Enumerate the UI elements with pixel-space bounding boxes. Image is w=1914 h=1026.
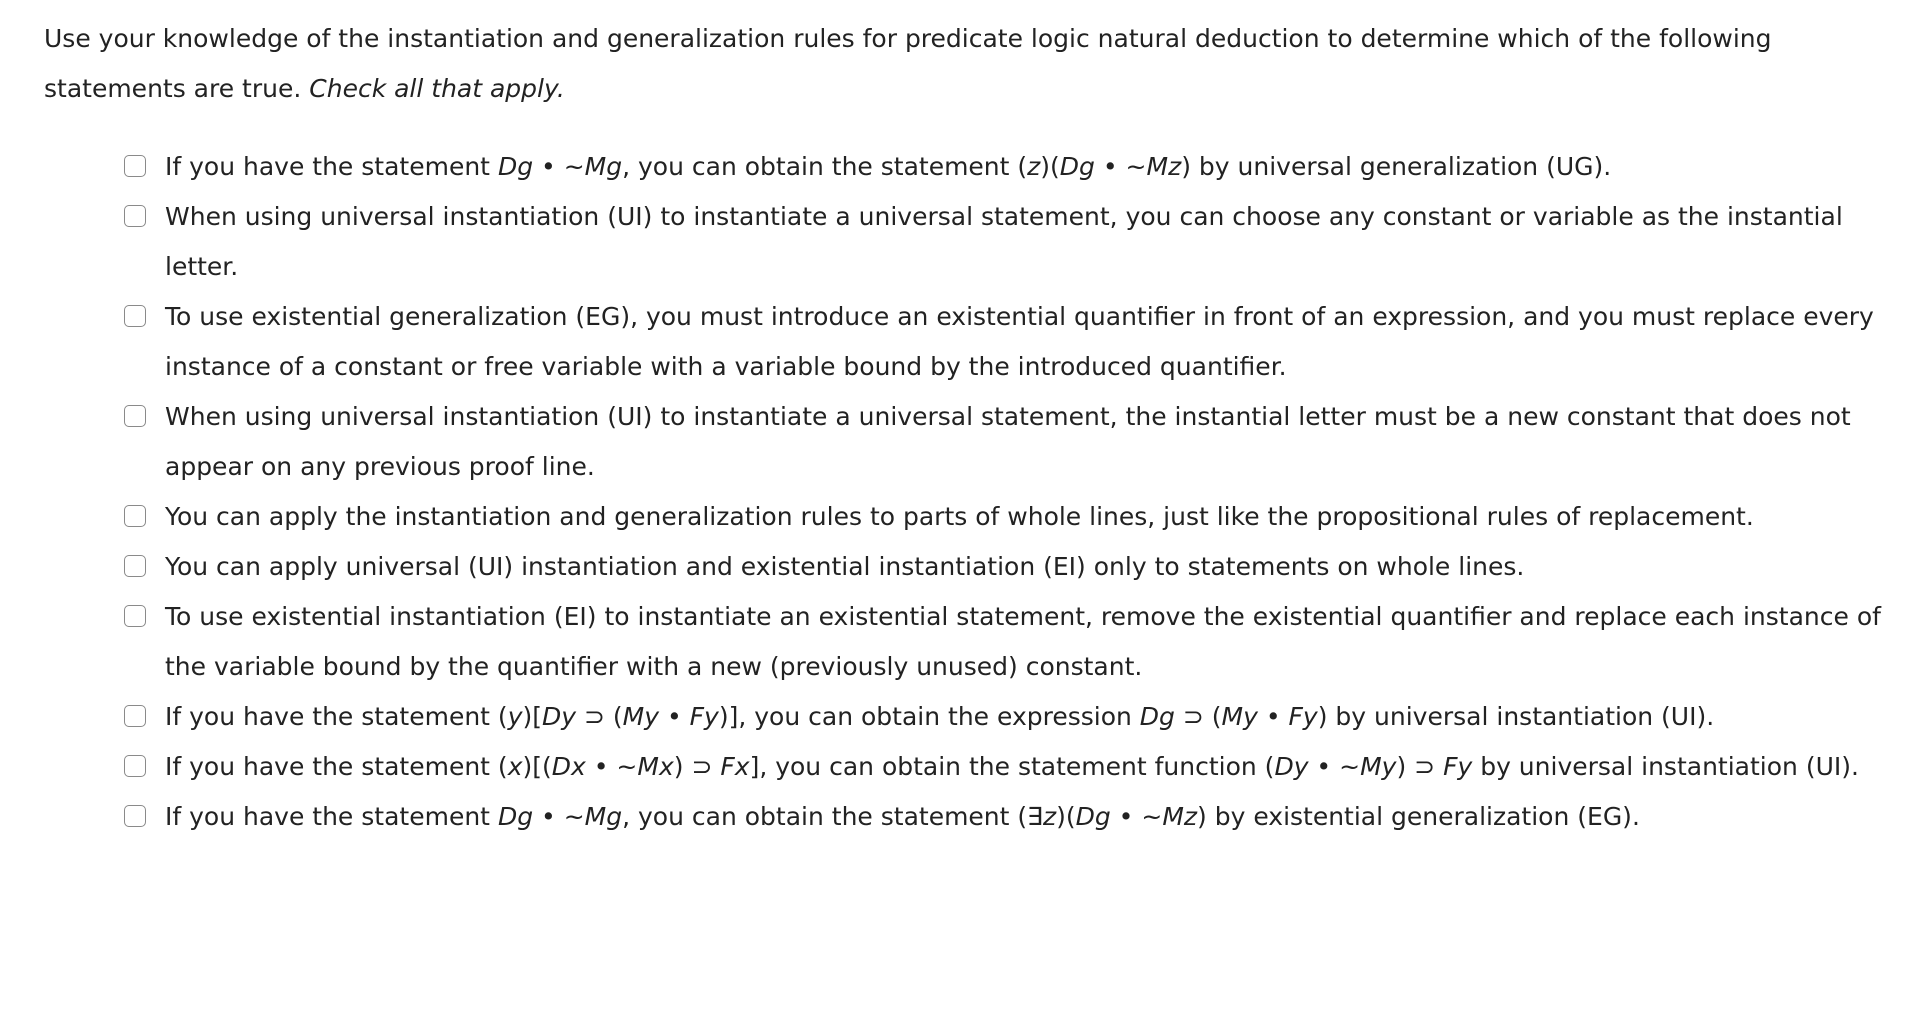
option-label bbox=[165, 692, 1894, 742]
option-label-segment: )], you can obtain the expression bbox=[718, 702, 1140, 731]
option-label-italic: z bbox=[1027, 152, 1041, 181]
option-label-segment: by universal instantiation (UI). bbox=[1472, 752, 1859, 781]
option-checkbox[interactable] bbox=[124, 555, 146, 577]
option-label-segment: • ~ bbox=[1110, 802, 1163, 831]
option-label bbox=[165, 492, 1894, 542]
option-label-segment: ⊃ ( bbox=[576, 702, 623, 731]
option-label-segment: • bbox=[1257, 702, 1289, 731]
option-label-segment: ) ⊃ bbox=[673, 752, 721, 781]
option-label-segment: ) by universal instantiation (UI). bbox=[1317, 702, 1715, 731]
option-label-italic: Dg bbox=[1059, 152, 1095, 181]
option-label-italic: Mz bbox=[1162, 802, 1198, 831]
option-label-segment: ) by existential generalization (EG). bbox=[1197, 802, 1640, 831]
option-item[interactable] bbox=[124, 392, 1894, 492]
option-label-italic: Dy bbox=[542, 702, 577, 731]
option-label bbox=[165, 392, 1894, 492]
option-label-italic: z bbox=[1042, 802, 1057, 831]
option-label-segment: If you have the statement ( bbox=[165, 702, 508, 731]
option-checkbox[interactable] bbox=[124, 155, 146, 177]
option-label-segment: If you have the statement ( bbox=[165, 752, 508, 781]
option-checkbox[interactable] bbox=[124, 405, 146, 427]
option-checkbox[interactable] bbox=[124, 605, 146, 627]
option-label-italic: My bbox=[622, 702, 660, 731]
option-label-italic: x bbox=[507, 752, 523, 781]
options-list bbox=[124, 142, 1894, 842]
option-label-segment: If you have the statement bbox=[165, 152, 498, 181]
option-checkbox[interactable] bbox=[124, 755, 146, 777]
option-label bbox=[165, 192, 1894, 292]
option-label-segment: To use existential generalization (EG), you must introduce an existential quantifier in front of an expression, and you must replace every instance of a constant or free variable with a variable bound by the introduced quantifier. bbox=[165, 302, 1874, 381]
option-label-italic: Dg bbox=[497, 802, 534, 831]
option-label bbox=[165, 542, 1894, 592]
option-label-italic: Dg bbox=[1075, 802, 1111, 831]
option-label-segment: When using universal instantiation (UI) to instantiate a universal statement, the instantial letter must be a new constant that does not appear on any previous proof line. bbox=[165, 402, 1851, 481]
option-label-segment: • bbox=[659, 702, 690, 731]
option-item[interactable] bbox=[124, 792, 1894, 842]
option-label-segment: ], you can obtain the statement function ( bbox=[749, 752, 1275, 781]
option-label-segment: )[ bbox=[522, 702, 542, 731]
option-label-italic: y bbox=[507, 702, 523, 731]
prompt-instruction: Check all that apply. bbox=[309, 74, 565, 103]
option-item[interactable] bbox=[124, 492, 1894, 542]
option-label-italic: Mg bbox=[584, 802, 623, 831]
option-label bbox=[165, 792, 1894, 842]
option-label-italic: Mg bbox=[584, 152, 623, 181]
option-label-italic: My bbox=[1360, 752, 1397, 781]
option-item[interactable] bbox=[124, 542, 1894, 592]
option-label-segment: • ~ bbox=[585, 752, 638, 781]
option-label-segment: • ~ bbox=[1094, 152, 1147, 181]
option-checkbox[interactable] bbox=[124, 805, 146, 827]
option-checkbox[interactable] bbox=[124, 305, 146, 327]
option-item[interactable] bbox=[124, 592, 1894, 692]
option-label bbox=[165, 742, 1894, 792]
option-label-segment: • ~ bbox=[1308, 752, 1361, 781]
option-label-italic: Fy bbox=[689, 702, 719, 731]
option-label-italic: Mx bbox=[637, 752, 674, 781]
option-label-segment: , you can obtain the statement (∃ bbox=[622, 802, 1043, 831]
option-label-italic: Mz bbox=[1146, 152, 1182, 181]
option-item[interactable] bbox=[124, 692, 1894, 742]
option-label-italic: Fy bbox=[1288, 702, 1318, 731]
option-label-segment: You can apply universal (UI) instantiation and existential instantiation (EI) only to statements on whole lines. bbox=[165, 552, 1525, 581]
option-checkbox[interactable] bbox=[124, 505, 146, 527]
prompt-text: Use your knowledge of the instantiation and generalization rules for predicate logic natural deduction to determine which of the following statements are true. bbox=[44, 24, 1772, 103]
option-label bbox=[165, 142, 1894, 192]
option-label-segment: • ~ bbox=[533, 152, 585, 181]
option-item[interactable] bbox=[124, 742, 1894, 792]
option-label-italic: Dy bbox=[1274, 752, 1309, 781]
option-label-segment: )( bbox=[1040, 152, 1060, 181]
option-item[interactable] bbox=[124, 192, 1894, 292]
option-label bbox=[165, 592, 1894, 692]
option-label-segment: • ~ bbox=[533, 802, 585, 831]
option-label-segment: To use existential instantiation (EI) to instantiate an existential statement, remove the existential quantifier and replace each instance of the variable bound by the quantifier with a new (previously unused) constant. bbox=[165, 602, 1881, 681]
option-label-segment: , you can obtain the statement ( bbox=[622, 152, 1028, 181]
option-checkbox[interactable] bbox=[124, 705, 146, 727]
option-label-italic: Dx bbox=[551, 752, 586, 781]
option-label-segment: You can apply the instantiation and generalization rules to parts of whole lines, just like the propositional rules of replacement. bbox=[165, 502, 1754, 531]
option-label bbox=[165, 292, 1894, 392]
option-label-segment: If you have the statement bbox=[165, 802, 498, 831]
question-prompt bbox=[44, 14, 1884, 114]
option-checkbox[interactable] bbox=[124, 205, 146, 227]
option-label-segment: ) ⊃ bbox=[1396, 752, 1444, 781]
option-label-segment: ) by universal generalization (UG). bbox=[1181, 152, 1612, 181]
option-label-segment: ⊃ ( bbox=[1174, 702, 1222, 731]
option-label-italic: Fy bbox=[1443, 752, 1473, 781]
option-item[interactable] bbox=[124, 142, 1894, 192]
option-label-italic: My bbox=[1221, 702, 1258, 731]
option-label-segment: )( bbox=[1056, 802, 1076, 831]
option-item[interactable] bbox=[124, 292, 1894, 392]
option-label-italic: Dg bbox=[497, 152, 534, 181]
option-label-italic: Dg bbox=[1139, 702, 1175, 731]
option-label-segment: When using universal instantiation (UI) to instantiate a universal statement, you can choose any constant or variable as the instantial letter. bbox=[165, 202, 1843, 281]
option-label-segment: )[( bbox=[522, 752, 552, 781]
option-label-italic: Fx bbox=[720, 752, 750, 781]
